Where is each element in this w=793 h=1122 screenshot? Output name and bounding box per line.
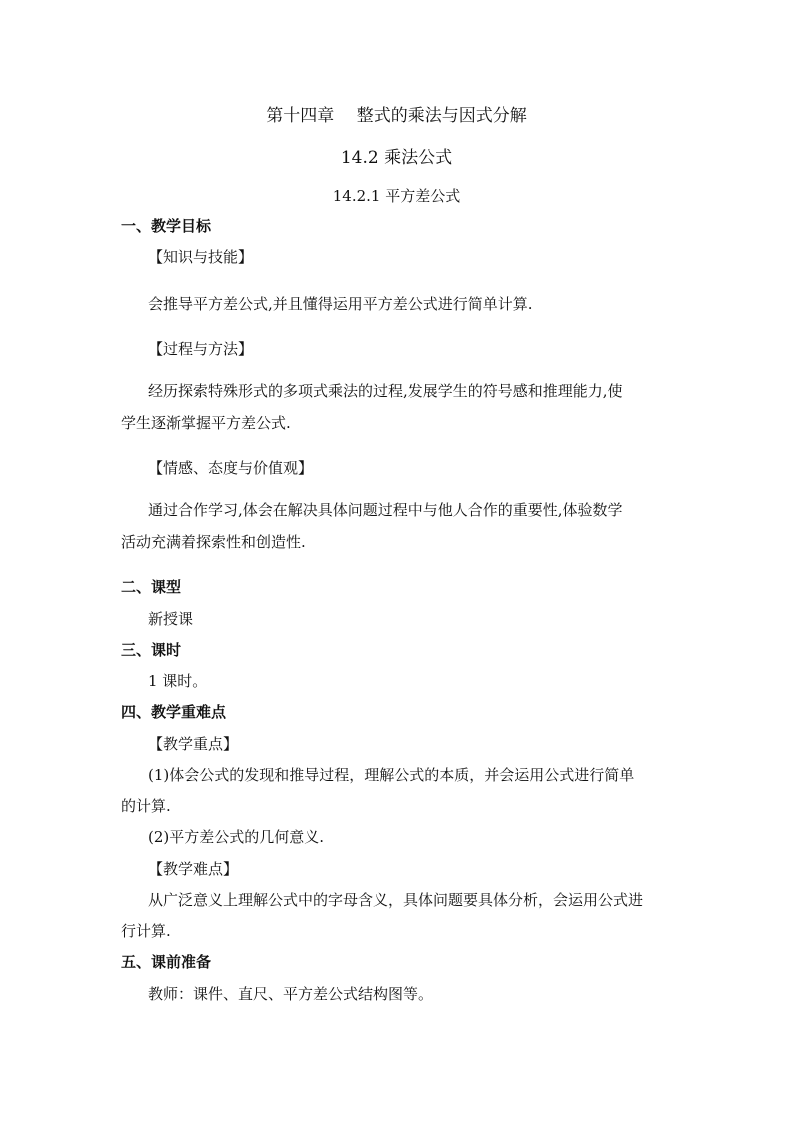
subsection-title: 14.2.1 平方差公式: [332, 187, 461, 205]
focus-item1-line2: 的计算.: [121, 797, 171, 815]
difficulty-label: 【教学难点】: [148, 860, 239, 878]
difficulty-line2: 行计算.: [121, 922, 171, 940]
lesson-type-text: 新授课: [148, 610, 194, 628]
difficulty-line1: 从广泛意义上理解公式中的字母含义，具体问题要具体分析，会运用公式进: [148, 891, 644, 909]
section-title: 14.2 乘法公式: [340, 148, 453, 168]
focus-item2: (2)平方差公式的几何意义.: [148, 828, 325, 846]
preparation-heading: 五、课前准备: [121, 953, 212, 971]
lesson-type-heading: 二、课型: [121, 578, 182, 596]
preparation-text: 教师：课件、直尺、平方差公式结构图等。: [148, 985, 434, 1003]
focus-item1-line1: (1)体会公式的发现和推导过程，理解公式的本质，并会运用公式进行简单: [148, 766, 635, 784]
process-text-line2: 学生逐渐掌握平方差公式.: [121, 414, 291, 432]
chapter-title: 第十四章 整式的乘法与因式分解: [266, 106, 527, 126]
lesson-hours-heading: 三、课时: [121, 641, 182, 659]
lesson-hours-text: 1 课时。: [148, 672, 208, 690]
emotion-label: 【情感、态度与价值观】: [148, 459, 314, 477]
key-points-heading: 四、教学重难点: [121, 703, 227, 721]
emotion-text-line1: 通过合作学习,体会在解决具体问题过程中与他人合作的重要性,体验数学: [148, 501, 623, 519]
objectives-heading: 一、教学目标: [121, 217, 212, 235]
process-text-line1: 经历探索特殊形式的多项式乘法的过程,发展学生的符号感和推理能力,使: [148, 382, 623, 400]
process-label: 【过程与方法】: [148, 340, 254, 358]
knowledge-text: 会推导平方差公式,并且懂得运用平方差公式进行简单计算.: [148, 295, 533, 313]
knowledge-label: 【知识与技能】: [148, 248, 254, 266]
focus-label: 【教学重点】: [148, 735, 239, 753]
emotion-text-line2: 活动充满着探索性和创造性.: [121, 533, 306, 551]
